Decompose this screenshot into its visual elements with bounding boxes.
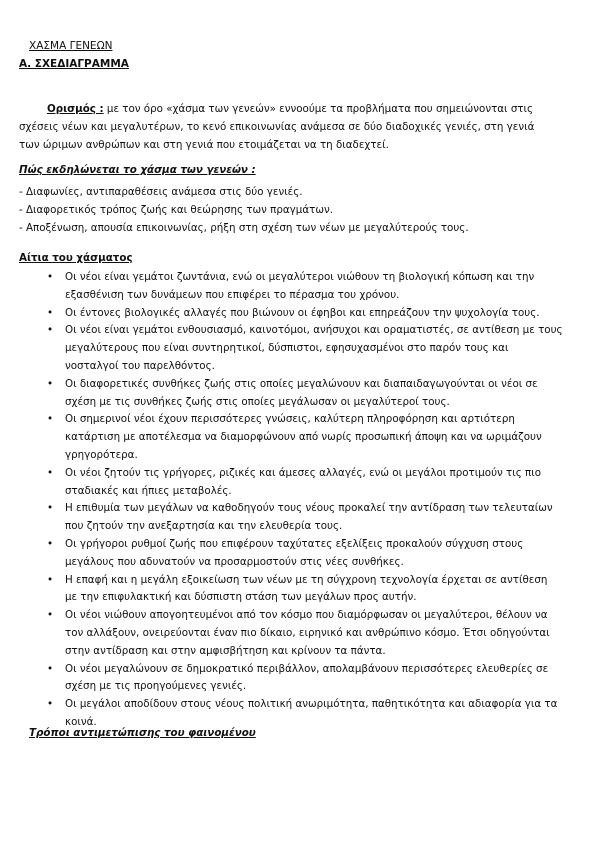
bullet-item-line: Η επιθυμία των μεγάλων να καθοδηγούν τους νέους προκαλεί την αντίδραση των τελευταίων [65,502,553,515]
definition-line-1: Ορισμός : με τον όρο «χάσμα των γενεών» εννοούμε τα προβλήματα που σημειώνονται στις [47,103,534,115]
list-item: - Διαφορετικός τρόπος ζωής και θεώρησης των πραγμάτων. [19,204,333,216]
bullet-item-line: σχέση με τις προηγούμενες γενιές. [65,680,247,693]
list-item: - Αποξένωση, απουσία επικοινωνίας, ρήξη στη σχέση των νέων με μεγαλύτερούς τους. [19,222,469,234]
list-item: - Διαφωνίες, αντιπαραθέσεις ανάμεσα στις δύο γενιές. [19,186,303,198]
bullet-item [47,322,567,375]
bullet-item [47,500,567,536]
bullet-item-line: μεγαλύτερους που είναι συντηρητικοί, δύσπιστοι, εφησυχασμένοι στο παρόν τους και [65,342,509,355]
bullet-item [47,607,567,660]
causes-heading: Αίτια του χάσματος [19,252,133,264]
bullet-item [47,661,567,697]
bullet-item [47,411,567,464]
bullet-item-line: στην αντίδραση και στην αμφισβήτηση και κρίνουν τα πάντα. [65,644,386,657]
bullet-item-line: μεγάλους που αδυνατούν να προσαρμοστούν στις νέες συνθήκες. [65,555,404,568]
bullet-item-line: εξασθένιση των δυνάμεων που επιφέρει το πέρασμα του χρόνου. [65,288,400,301]
bullet-icon: • [47,413,54,426]
bullet-icon: • [47,466,54,479]
bullet-item [47,572,567,608]
bullet-item-line: Οι μεγάλοι αποδίδουν στους νέους πολιτική ανωριμότητα, παθητικότητα και αδιαφορία για τα [65,698,558,711]
bullet-item [47,305,567,323]
bullet-item-line: Οι έντονες βιολογικές αλλαγές που βιώνουν οι έφηβοι και επηρεάζουν την ψυχολογία τους. [65,306,540,319]
bullet-icon: • [47,502,54,515]
bullet-icon: • [47,609,54,622]
bullet-item-line: Οι νέοι είναι γεμάτοι ενθουσιασμό, καινοτόμοι, ανήσυχοι και οραματιστές, σε αντίθεση με τους [65,324,563,337]
bullet-icon: • [47,377,54,390]
bullet-item [47,536,567,572]
bullet-item-line: Οι σημερινοί νέοι έχουν περισσότερες γνώσεις, καλύτερη πληροφόρηση και αρτιότερη [65,413,515,426]
expressions-heading: Πώς εκδηλώνεται το χάσμα των γενεών : [19,164,256,176]
definition-label: Ορισμός : [47,103,104,115]
bullet-item-line: κοινά. [65,715,97,728]
document-title: ΧΑΣΜΑ ΓΕΝΕΩΝ [29,40,113,52]
bullet-item [47,465,567,501]
bullet-icon: • [47,698,54,711]
bullet-item-line: γρηγορότερα. [65,448,138,461]
bullet-item-line: Οι γρήγοροι ρυθμοί ζωής που επιφέρουν ταχύτατες εξελίξεις προκαλούν σύγχυση στους [65,537,524,550]
definition-line-2: σχέσεις νέων και μεγαλυτέρων, το κενό επικοινωνίας ανάμεσα σε δύο διαδοχικές γενιές, στη γενιά [19,121,535,133]
expressions-list [19,183,469,237]
bullet-item-line: κατάρτιση με αποτέλεσμα να διαμορφώνουν από νωρίς προσωπική άποψη και να ωριμάζουν [65,431,542,444]
bullet-item-line: Οι νέοι ζητούν τις γρήγορες, ριζικές και άμεσες αλλαγές, ενώ οι μεγάλοι προτιμούν τις πιο [65,466,542,479]
bullet-item-line: σταδιακές και ήπιες μεταβολές. [65,484,232,497]
bullet-item-line: Οι νέοι νιώθουν απογοητευμένοι από τον κόσμο που διαμόρφωσαν οι μεγαλύτεροι, θέλουν να [65,609,548,622]
bullet-icon: • [47,271,54,283]
remedies-heading: Τρόποι αντιμετώπισης του φαινομένου [29,727,256,739]
bullet-item-line: Η επαφή και η μεγάλη εξοικείωση των νέων με τη σύγχρονη τεχνολογία έρχεται σε αντίθεση [65,573,548,586]
bullet-item-line: τον αλλάξουν, ονειρεύονται έναν πιο δίκαιο, ειρηνικό και ανθρώπινο κόσμο. Έτσι οδηγούνται [65,626,550,639]
bullet-icon: • [47,537,54,550]
bullet-item-line: νοσταλγοί του παρελθόντος. [65,359,215,372]
bullet-item-line: σχέση με τις συνθήκες ζωής στις οποίες μεγάλωσαν οι μεγαλύτεροί τους. [65,395,450,408]
bullet-item-line: Οι νέοι είναι γεμάτοι ζωντάνια, ενώ οι μεγαλύτεροι νιώθουν τη βιολογική κόπωση και την [65,271,535,283]
bullet-item-line: που ζητούν την ανεξαρτησία και την ελευθερία τους. [65,520,343,533]
definition-paragraph [19,100,567,154]
bullet-icon: • [47,324,54,337]
bullet-icon: • [47,573,54,586]
bullet-item-line: Οι νέοι μεγαλώνουν σε δημοκρατικό περιβάλλον, απολαμβάνουν περισσότερες ελευθερίες σε [65,662,549,675]
bullet-item [47,269,567,305]
bullet-item-line: με την επιφυλακτική και δύσπιστη στάση των μεγάλων προς αυτήν. [65,591,417,604]
bullet-item [47,376,567,412]
bullet-icon: • [47,662,54,675]
causes-list [47,269,567,732]
bullet-item-line: Οι διαφορετικές συνθήκες ζωής στις οποίες μεγαλώνουν και διαπαιδαγωγούνται οι νέοι σε [65,377,538,390]
bullet-icon: • [47,306,54,319]
definition-line-3: των ώριμων ανθρώπων και στη γενιά που ετοιμάζεται να τη διαδεχτεί. [19,139,389,151]
section-subtitle: Α. ΣΧΕΔΙΑΓΡΑΜΜΑ [19,58,129,70]
